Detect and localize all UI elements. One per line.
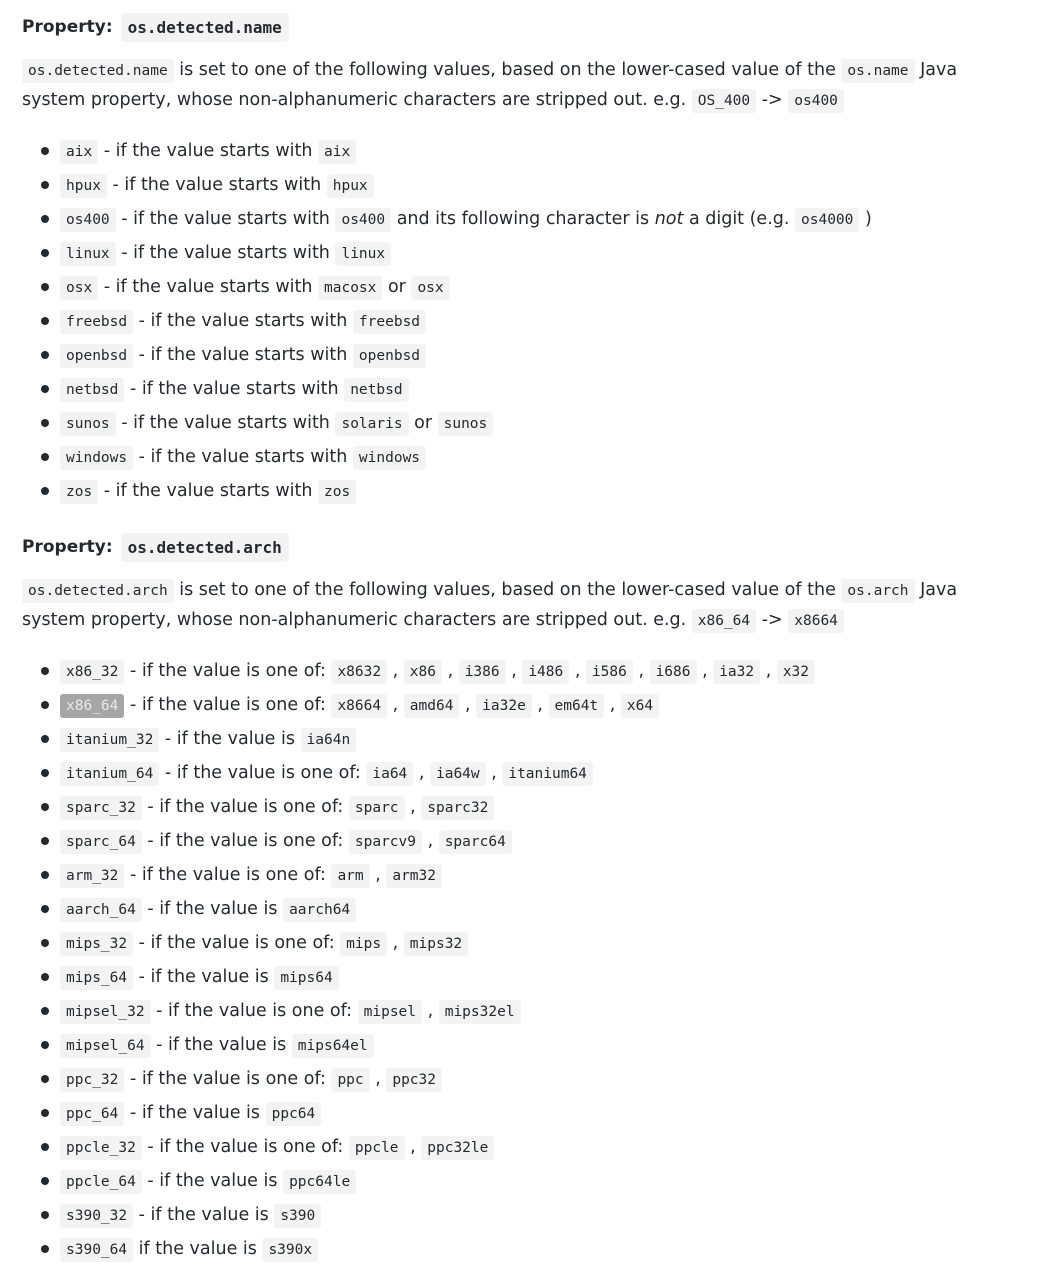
- match-code: i386: [459, 660, 506, 684]
- text: - if the value is: [141, 1171, 284, 1191]
- list-item: [22, 134, 1031, 168]
- value-code: itanium_64: [60, 762, 159, 786]
- text: Java system property, whose non-alphanumeric characters are stripped out. e.g.: [22, 580, 958, 630]
- text: ,: [505, 661, 523, 681]
- text: or: [408, 413, 438, 433]
- match-code: x32: [777, 660, 815, 684]
- match-code: windows: [353, 446, 426, 470]
- list-item: [22, 994, 1031, 1028]
- list-item: [22, 1164, 1031, 1198]
- match-code: sparc: [349, 796, 405, 820]
- list-item: [22, 1096, 1031, 1130]
- match-code: ia64n: [301, 728, 357, 752]
- match-code: ia64: [366, 762, 413, 786]
- list-item: [22, 926, 1031, 960]
- match-code: ia64w: [430, 762, 486, 786]
- match-code: ia32: [713, 660, 760, 684]
- value-code: windows: [60, 446, 133, 470]
- match-code: linux: [335, 242, 391, 266]
- text: ,: [485, 763, 503, 783]
- match-code: os4000: [795, 208, 859, 232]
- text: - if the value is: [150, 1035, 292, 1055]
- text: ,: [387, 695, 404, 715]
- text: - if the value starts with: [115, 413, 336, 433]
- match-code: s390x: [262, 1238, 318, 1262]
- match-code: itanium64: [502, 762, 593, 786]
- list-item: [22, 654, 1031, 688]
- text: ,: [369, 865, 387, 885]
- match-code: mipsel: [358, 1000, 422, 1024]
- text: - if the value is one of:: [150, 1001, 358, 1021]
- arrow-text: ->: [756, 610, 789, 630]
- inline-code: os.name: [841, 59, 914, 83]
- match-code: ppc: [331, 1068, 369, 1092]
- value-code: mipsel_32: [60, 1000, 151, 1024]
- list-item: [22, 756, 1031, 790]
- value-code: aix: [60, 140, 98, 164]
- match-code: os400: [335, 208, 391, 232]
- inline-code: os.detected.name: [22, 59, 174, 83]
- text: ,: [459, 695, 477, 715]
- list-item: [22, 406, 1031, 440]
- match-code: em64t: [549, 694, 605, 718]
- value-code: osx: [60, 276, 98, 300]
- text: is set to one of the following values, based on the lower-cased value of the: [173, 60, 842, 80]
- match-code: mips64: [274, 966, 338, 990]
- match-code: netbsd: [344, 378, 408, 402]
- text: or: [382, 277, 412, 297]
- list-item: [22, 1232, 1031, 1266]
- text: ,: [404, 1137, 422, 1157]
- match-code: x64: [621, 694, 659, 718]
- inline-code: os.arch: [841, 579, 914, 603]
- match-code: i586: [586, 660, 633, 684]
- section-heading-name: [22, 12, 1031, 42]
- value-code: x86_64: [60, 694, 124, 718]
- value-code: mipsel_64: [60, 1034, 151, 1058]
- text: is set to one of the following values, based on the lower-cased value of the: [173, 580, 842, 600]
- text: ,: [531, 695, 549, 715]
- value-code: s390_64: [60, 1238, 133, 1262]
- os-arch-list: [22, 654, 1031, 1266]
- text: - if the value starts with: [106, 175, 327, 195]
- list-item: [22, 722, 1031, 756]
- match-code: mips32: [404, 932, 468, 956]
- text: ,: [387, 933, 404, 953]
- text: ,: [696, 661, 714, 681]
- text: - if the value is one of:: [141, 831, 349, 851]
- list-item: [22, 372, 1031, 406]
- text: if the value is: [133, 1239, 263, 1259]
- text: ): [859, 209, 872, 229]
- match-code: i486: [522, 660, 569, 684]
- match-code: x86: [404, 660, 442, 684]
- match-code: sparcv9: [349, 830, 422, 854]
- inline-code: x8664: [788, 609, 844, 633]
- match-code: zos: [318, 480, 356, 504]
- list-item: [22, 892, 1031, 926]
- list-item: [22, 1028, 1031, 1062]
- value-code: x86_32: [60, 660, 124, 684]
- list-item: [22, 1130, 1031, 1164]
- value-code: netbsd: [60, 378, 124, 402]
- value-code: itanium_32: [60, 728, 159, 752]
- text: - if the value is: [124, 1103, 266, 1123]
- value-code: sparc_64: [60, 830, 142, 854]
- heading-label: Property:: [22, 17, 113, 37]
- list-item: [22, 824, 1031, 858]
- value-code: ppcle_64: [60, 1170, 142, 1194]
- text: a digit (e.g.: [683, 209, 795, 229]
- list-item: [22, 688, 1031, 722]
- text: - if the value is: [133, 1205, 275, 1225]
- match-code: openbsd: [353, 344, 426, 368]
- text: - if the value is one of:: [124, 1069, 332, 1089]
- match-code: ppc32le: [421, 1136, 494, 1160]
- emphasis-text: not: [654, 209, 684, 229]
- match-code: arm32: [386, 864, 442, 888]
- text: - if the value starts with: [98, 481, 319, 501]
- text: - if the value starts with: [133, 447, 353, 467]
- list-item: [22, 960, 1031, 994]
- list-item: [22, 168, 1031, 202]
- text: ,: [422, 831, 439, 851]
- match-code: s390: [274, 1204, 321, 1228]
- heading-property: os.detected.name: [121, 13, 289, 42]
- text: Java system property, whose non-alphanumeric characters are stripped out. e.g.: [22, 60, 958, 110]
- list-item: [22, 202, 1031, 236]
- list-item: [22, 858, 1031, 892]
- match-code: aix: [318, 140, 356, 164]
- list-item: [22, 304, 1031, 338]
- text: ,: [422, 1001, 439, 1021]
- value-code: freebsd: [60, 310, 133, 334]
- value-code: openbsd: [60, 344, 133, 368]
- value-code: ppc_64: [60, 1102, 124, 1126]
- section-description-name: [22, 56, 1022, 116]
- inline-code: OS_400: [692, 89, 756, 113]
- match-code: sparc64: [439, 830, 512, 854]
- text: - if the value is one of:: [124, 661, 332, 681]
- match-code: x8632: [331, 660, 387, 684]
- value-code: sunos: [60, 412, 116, 436]
- text: and its following character is: [391, 209, 655, 229]
- inline-code: os400: [788, 89, 844, 113]
- match-code: ppc32: [386, 1068, 442, 1092]
- list-item: [22, 236, 1031, 270]
- value-code: aarch_64: [60, 898, 142, 922]
- match-code: amd64: [404, 694, 460, 718]
- value-code: os400: [60, 208, 116, 232]
- text: - if the value starts with: [115, 209, 336, 229]
- text: - if the value starts with: [98, 277, 319, 297]
- value-code: hpux: [60, 174, 107, 198]
- heading-label: Property:: [22, 537, 113, 557]
- value-code: arm_32: [60, 864, 124, 888]
- match-code: arm: [331, 864, 369, 888]
- text: - if the value is: [159, 729, 301, 749]
- text: ,: [387, 661, 404, 681]
- inline-code: os.detected.arch: [22, 579, 174, 603]
- match-code: i686: [650, 660, 697, 684]
- text: - if the value starts with: [115, 243, 336, 263]
- match-code: solaris: [335, 412, 408, 436]
- text: ,: [404, 797, 422, 817]
- match-code: sunos: [438, 412, 494, 436]
- value-code: sparc_32: [60, 796, 142, 820]
- text: - if the value starts with: [98, 141, 319, 161]
- text: - if the value is one of:: [124, 865, 332, 885]
- text: ,: [569, 661, 586, 681]
- text: ,: [604, 695, 621, 715]
- section-description-arch: [22, 576, 1022, 636]
- text: - if the value starts with: [133, 311, 353, 331]
- arrow-text: ->: [756, 90, 789, 110]
- list-item: [22, 440, 1031, 474]
- list-item: [22, 270, 1031, 304]
- value-code: ppc_32: [60, 1068, 124, 1092]
- value-code: mips_64: [60, 966, 133, 990]
- text: ,: [632, 661, 650, 681]
- text: - if the value is one of:: [141, 797, 349, 817]
- match-code: mips64el: [292, 1034, 374, 1058]
- value-code: zos: [60, 480, 98, 504]
- text: ,: [442, 661, 459, 681]
- list-item: [22, 1198, 1031, 1232]
- match-code: freebsd: [353, 310, 426, 334]
- text: ,: [369, 1069, 387, 1089]
- text: - if the value is: [133, 967, 275, 987]
- match-code: macosx: [318, 276, 382, 300]
- match-code: mips32el: [439, 1000, 521, 1024]
- match-code: hpux: [327, 174, 374, 198]
- match-code: aarch64: [283, 898, 356, 922]
- heading-property: os.detected.arch: [121, 533, 289, 562]
- match-code: ia32e: [476, 694, 532, 718]
- section-heading-arch: [22, 532, 1031, 562]
- inline-code: x86_64: [692, 609, 756, 633]
- value-code: s390_32: [60, 1204, 133, 1228]
- list-item: [22, 338, 1031, 372]
- match-code: mips: [340, 932, 387, 956]
- document: [0, 12, 1051, 1266]
- match-code: ppc64le: [283, 1170, 356, 1194]
- text: - if the value is one of:: [159, 763, 367, 783]
- text: ,: [760, 661, 777, 681]
- value-code: linux: [60, 242, 116, 266]
- list-item: [22, 790, 1031, 824]
- match-code: x8664: [331, 694, 387, 718]
- text: - if the value is one of:: [141, 1137, 349, 1157]
- text: - if the value is one of:: [124, 695, 332, 715]
- list-item: [22, 474, 1031, 508]
- text: - if the value starts with: [124, 379, 345, 399]
- text: - if the value is one of:: [133, 933, 341, 953]
- text: - if the value starts with: [133, 345, 353, 365]
- match-code: ppc64: [266, 1102, 322, 1126]
- os-name-list: [22, 134, 1031, 508]
- value-code: mips_32: [60, 932, 133, 956]
- text: - if the value is: [141, 899, 284, 919]
- list-item: [22, 1062, 1031, 1096]
- match-code: ppcle: [349, 1136, 405, 1160]
- text: ,: [413, 763, 430, 783]
- match-code: sparc32: [421, 796, 494, 820]
- value-code: ppcle_32: [60, 1136, 142, 1160]
- match-code: osx: [411, 276, 449, 300]
